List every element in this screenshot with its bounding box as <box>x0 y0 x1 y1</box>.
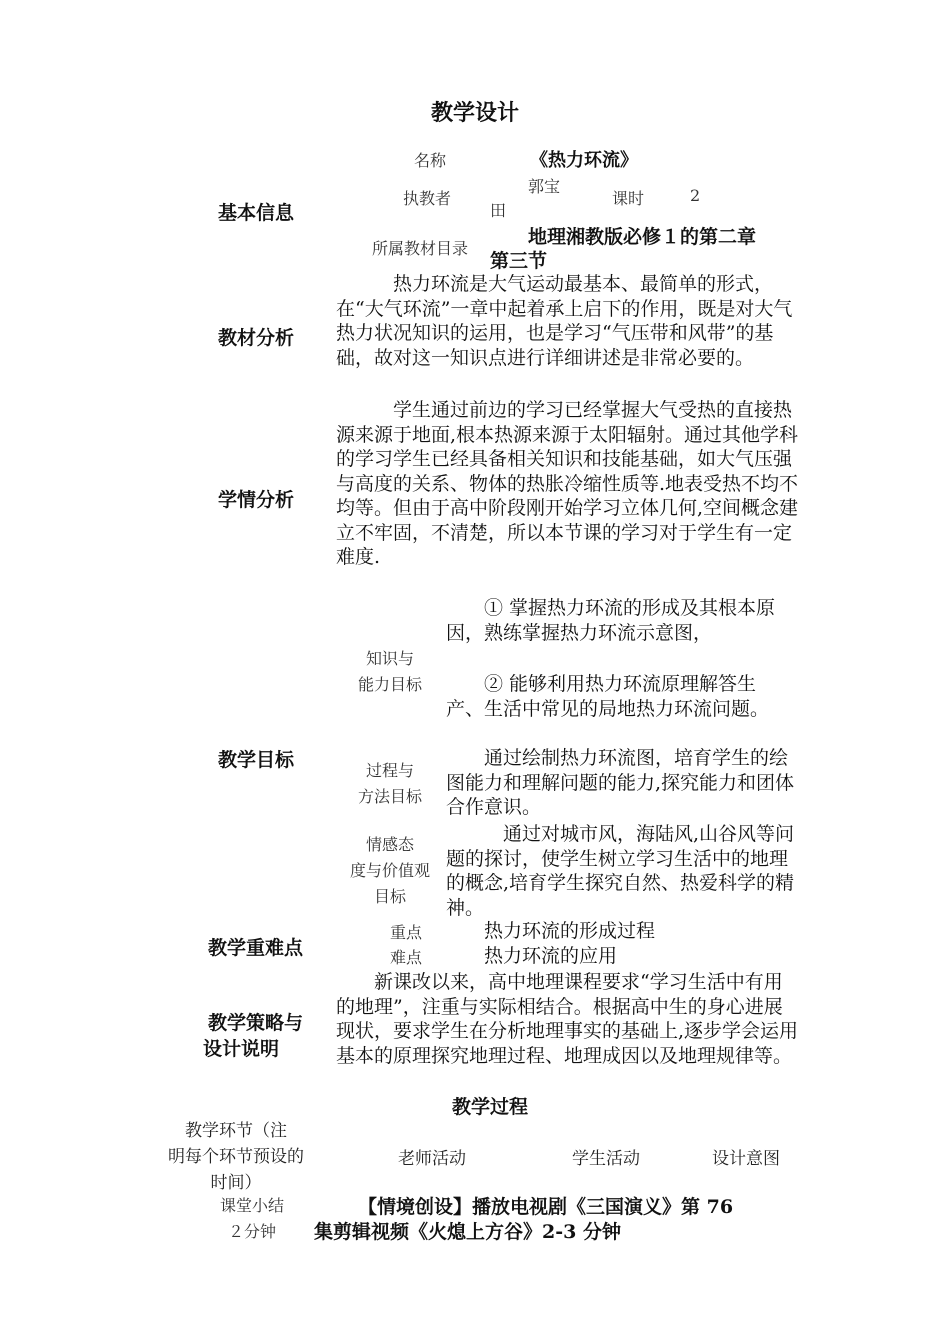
name-label: 名称 <box>414 151 447 170</box>
section-strategy-line1: 教学策略与 <box>208 1012 304 1034</box>
teacher-value-line1: 郭宝 <box>528 177 561 196</box>
emotion-objective-text: 通过对城市风，海陆风,山谷风等问题的探讨，使学生树立学习生活中的地理的概念,培育学生探究自然、热爱科学的精神。 <box>446 823 795 919</box>
key-point-text: 热力环流的形成过程 <box>484 920 656 942</box>
stage-header-line1: 教学环节（注 <box>185 1121 287 1141</box>
knowledge-objective-label <box>342 646 438 698</box>
name-value: 《热力环流》 <box>530 150 638 171</box>
emotion-objective-label <box>336 832 444 910</box>
column-header-stage <box>150 1118 322 1196</box>
row-teacher-activity-line2: 集剪辑视频《火熄上方谷》2-3 分钟 <box>314 1221 621 1243</box>
row-stage-summary <box>198 1193 306 1245</box>
period-value: 2 <box>690 186 701 205</box>
process-label-line2: 方法目标 <box>357 787 422 806</box>
section-key-points: 教学重难点 <box>208 937 304 959</box>
student-analysis-text: 学生通过前边的学习已经掌握大气受热的直接热源来源于地面,根本热源来源于太阳辐射。通过其他学科的学习学生已经具备相关知识和技能基础，如大气压强与高度的关系、物体的热胀冷缩性质等.地表受热不均不均等。但由于高中阶段刚开始学习立体几何,空间概念建立不牢固，不清楚，所以本节课的学习对于学生有一定难度. <box>336 399 799 568</box>
catalog-label: 所属教材目录 <box>372 239 469 258</box>
key-point-label: 重点 <box>390 923 423 942</box>
knowledge-label-line2: 能力目标 <box>357 675 422 694</box>
knowledge-label-line1: 知识与 <box>365 649 414 668</box>
emotion-label-line2: 度与价值观 <box>349 861 430 880</box>
stage-header-line2: 明每个环节预设的 <box>168 1147 304 1167</box>
column-header-student: 学生活动 <box>572 1149 640 1169</box>
section-objectives: 教学目标 <box>218 749 295 771</box>
section-basic-info: 基本信息 <box>218 202 295 224</box>
process-objective-text: 通过绘制热力环流图，培育学生的绘图能力和理解问题的能力,探究能力和团体合作意识。 <box>446 747 795 818</box>
column-header-intent: 设计意图 <box>712 1149 780 1169</box>
strategy-text: 新课改以来，高中地理课程要求“学习生活中有用的地理”，注重与实际相结合。根据高中生的身心进展现状，要求学生在分析地理事实的基础上,逐步学会运用基本的原理探究地理过程、地理成因以及地理规律等。 <box>336 971 799 1067</box>
document-title: 教学设计 <box>430 101 519 126</box>
knowledge-objective-2: ② 能够利用热力环流原理解答生产、生活中常见的局地热力环流问题。 <box>446 673 770 720</box>
material-analysis-text: 热力环流是大气运动最基本、最简单的形式，在“大气环流”一章中起着承上启下的作用，既是对大气热力状况知识的运用，也是学习“气压带和风带”的基础，故对这一知识点进行详细讲述是非常必要的。 <box>336 273 793 369</box>
hard-point-text: 热力环流的应用 <box>484 945 618 967</box>
catalog-value-line1: 地理湘教版必修１的第二章 <box>528 226 757 248</box>
process-label-line1: 过程与 <box>365 761 414 780</box>
teacher-label: 执教者 <box>403 189 452 208</box>
stage-header-line3: 时间） <box>210 1173 262 1193</box>
emotion-label-line1: 情感态 <box>365 835 414 854</box>
catalog-value-line2: 第三节 <box>490 250 548 272</box>
row-stage-line1: 课堂小结 <box>219 1196 284 1215</box>
process-objective-label <box>342 758 438 810</box>
column-header-teacher: 老师活动 <box>398 1149 466 1169</box>
knowledge-objective-1: ① 掌握热力环流的形成及其根本原因，熟练掌握热力环流示意图， <box>446 597 776 644</box>
section-teaching-process: 教学过程 <box>452 1096 529 1118</box>
row-stage-line2: ２分钟 <box>227 1222 276 1241</box>
row-teacher-activity-line1: 【情境创设】播放电视剧《三国演义》第 76 <box>358 1196 734 1218</box>
section-material-analysis: 教材分析 <box>218 327 295 349</box>
section-strategy-line2: 设计说明 <box>203 1038 280 1060</box>
teacher-value-line2: 田 <box>490 201 507 220</box>
hard-point-label: 难点 <box>390 948 423 967</box>
period-label: 课时 <box>612 189 645 208</box>
section-student-analysis: 学情分析 <box>218 489 295 511</box>
emotion-label-line3: 目标 <box>373 887 406 906</box>
